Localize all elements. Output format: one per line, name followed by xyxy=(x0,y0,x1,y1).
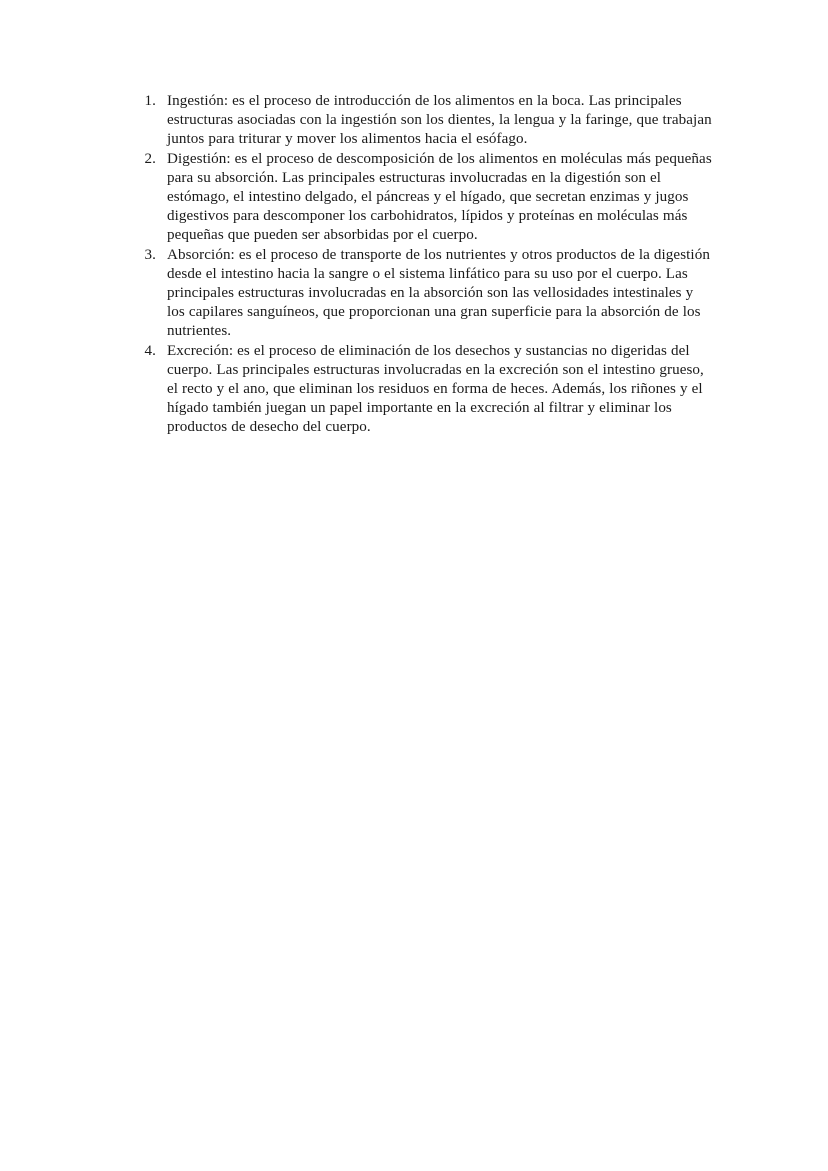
list-item-marker: 1. xyxy=(144,93,156,109)
list-item-marker: 3. xyxy=(144,246,156,263)
list-item-marker: 2. xyxy=(144,150,156,167)
digestion-process-list xyxy=(132,92,714,438)
list-item-text: Digestión: es el proceso de descomposición de los alimentos en moléculas más pequeñas para su absorción. Las principales estructuras involucradas en la digestión son el estómago, el intestino delgado, el páncreas y el hígado, que secretan enzimas y jugos digestivos para descomponer los carbohidratos, lípidos y proteínas en moléculas más pequeñas que pueden ser absorbidas por el cuerpo. xyxy=(167,150,712,244)
list-item xyxy=(132,246,714,342)
list-item xyxy=(132,150,714,246)
list-item-text: Ingestión: es el proceso de introducción de los alimentos en la boca. Las principales estructuras asociadas con la ingestión son los dientes, la lengua y la faringe, que trabajan juntos para triturar y mover los alimentos hacia el esófago. xyxy=(167,93,712,148)
list-item xyxy=(132,92,714,150)
list-item-text: Excreción: es el proceso de eliminación de los desechos y sustancias no digeridas del cuerpo. Las principales estructuras involucradas en la excreción son el intestino grueso, el recto y el ano, que eliminan los residuos en forma de heces. Además, los riñones y el hígado también juegan un papel importante en la excreción al filtrar y eliminar los productos de desecho del cuerpo. xyxy=(167,342,704,436)
document-body xyxy=(132,92,714,438)
list-item-marker: 4. xyxy=(144,342,156,359)
list-item-text: Absorción: es el proceso de transporte de los nutrientes y otros productos de la digestión desde el intestino hacia la sangre o el sistema linfático para su uso por el cuerpo. Las principales estructuras involucradas en la absorción son las vellosidades intestinales y los capilares sanguíneos, que proporcionan una gran superficie para la absorción de los nutrientes. xyxy=(167,246,710,340)
list-item xyxy=(132,342,714,438)
